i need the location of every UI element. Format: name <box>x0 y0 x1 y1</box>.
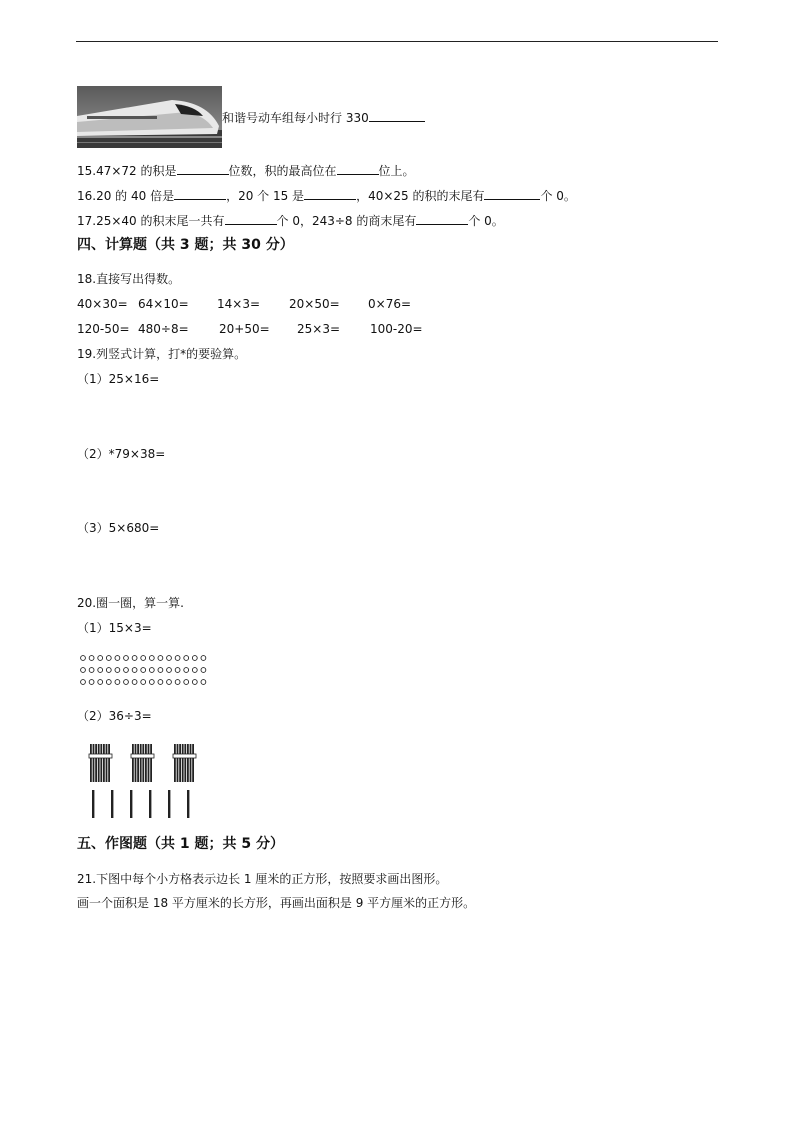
single-stick <box>130 790 132 818</box>
dot <box>89 680 94 685</box>
q19-part-2: （2）*79×38= <box>77 447 166 461</box>
dot <box>167 668 172 673</box>
dot <box>167 680 172 685</box>
q19-part-3: （3）5×680= <box>77 521 160 535</box>
dot <box>141 668 146 673</box>
answer-blank[interactable] <box>177 162 229 175</box>
stick-bundle <box>173 744 196 782</box>
q18-item: 0×76= <box>368 297 412 311</box>
dot <box>124 680 129 685</box>
dot <box>115 656 120 661</box>
q18-item: 64×10= <box>138 297 189 311</box>
question-16 <box>77 187 576 204</box>
train-question-text: 和谐号动车组每小时行 330 <box>222 111 369 125</box>
q16-text-a: 16.20 的 40 倍是 <box>77 189 175 203</box>
q17-text-b: 个 0，243÷8 的商末尾有 <box>276 214 417 228</box>
dot <box>106 668 111 673</box>
q18-item: 120-50= <box>77 322 130 336</box>
answer-blank[interactable] <box>304 187 356 200</box>
question-21-line-1: 21.下图中每个小方格表示边长 1 厘米的正方形，按照要求画出图形。 <box>77 872 448 886</box>
dot <box>89 668 94 673</box>
dot <box>81 668 86 673</box>
single-stick <box>187 790 189 818</box>
dot <box>167 656 172 661</box>
dot <box>141 656 146 661</box>
dot <box>158 656 163 661</box>
dot <box>98 668 103 673</box>
dot <box>175 668 180 673</box>
q19-part-1: （1）25×16= <box>77 372 160 386</box>
q18-item: 480÷8= <box>138 322 189 336</box>
train-question <box>222 109 425 126</box>
dot <box>201 656 206 661</box>
question-18-title: 18.直接写出得数。 <box>77 272 181 286</box>
answer-blank[interactable] <box>225 212 277 225</box>
q18-item: 100-20= <box>370 322 423 336</box>
question-21-line-2: 画一个面积是 18 平方厘米的长方形，再画出面积是 9 平方厘米的正方形。 <box>77 896 476 910</box>
single-stick <box>149 790 151 818</box>
stick-bundle <box>131 744 154 782</box>
section-5-heading: 五、作图题（共 1 题；共 5 分） <box>77 836 284 852</box>
dot <box>98 656 103 661</box>
q20-part-2: （2）36÷3= <box>77 709 152 723</box>
answer-blank[interactable] <box>416 212 468 225</box>
q15-text-b: 位数，积的最高位在 <box>228 164 337 178</box>
dot <box>106 680 111 685</box>
sticks-figure <box>86 740 206 820</box>
dot <box>158 680 163 685</box>
single-stick <box>111 790 113 818</box>
dot <box>149 656 154 661</box>
section-4-heading: 四、计算题（共 3 题；共 30 分） <box>77 237 294 253</box>
dot <box>175 656 180 661</box>
train-image <box>77 86 222 148</box>
question-19-title: 19.列竖式计算，打*的要验算。 <box>77 347 247 361</box>
q15-text-a: 15.47×72 的积是 <box>77 164 177 178</box>
dot <box>149 680 154 685</box>
q15-text-c: 位上。 <box>378 164 415 178</box>
dot <box>141 680 146 685</box>
q17-text-a: 17.25×40 的积末尾一共有 <box>77 214 225 228</box>
q18-item: 14×3= <box>217 297 261 311</box>
dot <box>192 668 197 673</box>
dot <box>89 656 94 661</box>
dot <box>201 680 206 685</box>
answer-blank[interactable] <box>369 109 425 122</box>
dot <box>201 668 206 673</box>
q17-text-c: 个 0。 <box>468 214 504 228</box>
question-17 <box>77 212 504 229</box>
dot <box>132 680 137 685</box>
question-15 <box>77 162 415 179</box>
q18-item: 20×50= <box>289 297 340 311</box>
dot <box>124 656 129 661</box>
dot <box>132 656 137 661</box>
q16-text-c: ，40×25 的积的末尾有 <box>356 189 485 203</box>
answer-blank[interactable] <box>174 187 226 200</box>
q18-item: 40×30= <box>77 297 128 311</box>
answer-blank[interactable] <box>484 187 540 200</box>
dot <box>184 656 189 661</box>
dot <box>192 680 197 685</box>
question-20-title: 20.圈一圈，算一算. <box>77 596 184 610</box>
header-rule <box>76 41 718 42</box>
dot <box>158 668 163 673</box>
dot <box>115 680 120 685</box>
dot-array-figure <box>80 654 212 688</box>
dot <box>175 680 180 685</box>
single-stick <box>168 790 170 818</box>
single-stick <box>92 790 94 818</box>
dot <box>98 680 103 685</box>
q16-text-d: 个 0。 <box>540 189 576 203</box>
q18-item: 25×3= <box>297 322 341 336</box>
dot <box>115 668 120 673</box>
dot <box>106 656 111 661</box>
dot <box>81 656 86 661</box>
q16-text-b: ，20 个 15 是 <box>226 189 305 203</box>
q18-item: 20+50= <box>219 322 270 336</box>
dot <box>149 668 154 673</box>
dot <box>124 668 129 673</box>
stick-bundle <box>89 744 112 782</box>
dot <box>132 668 137 673</box>
dot <box>81 680 86 685</box>
dot <box>184 680 189 685</box>
answer-blank[interactable] <box>337 162 379 175</box>
dot <box>192 656 197 661</box>
dot <box>184 668 189 673</box>
q20-part-1: （1）15×3= <box>77 621 152 635</box>
